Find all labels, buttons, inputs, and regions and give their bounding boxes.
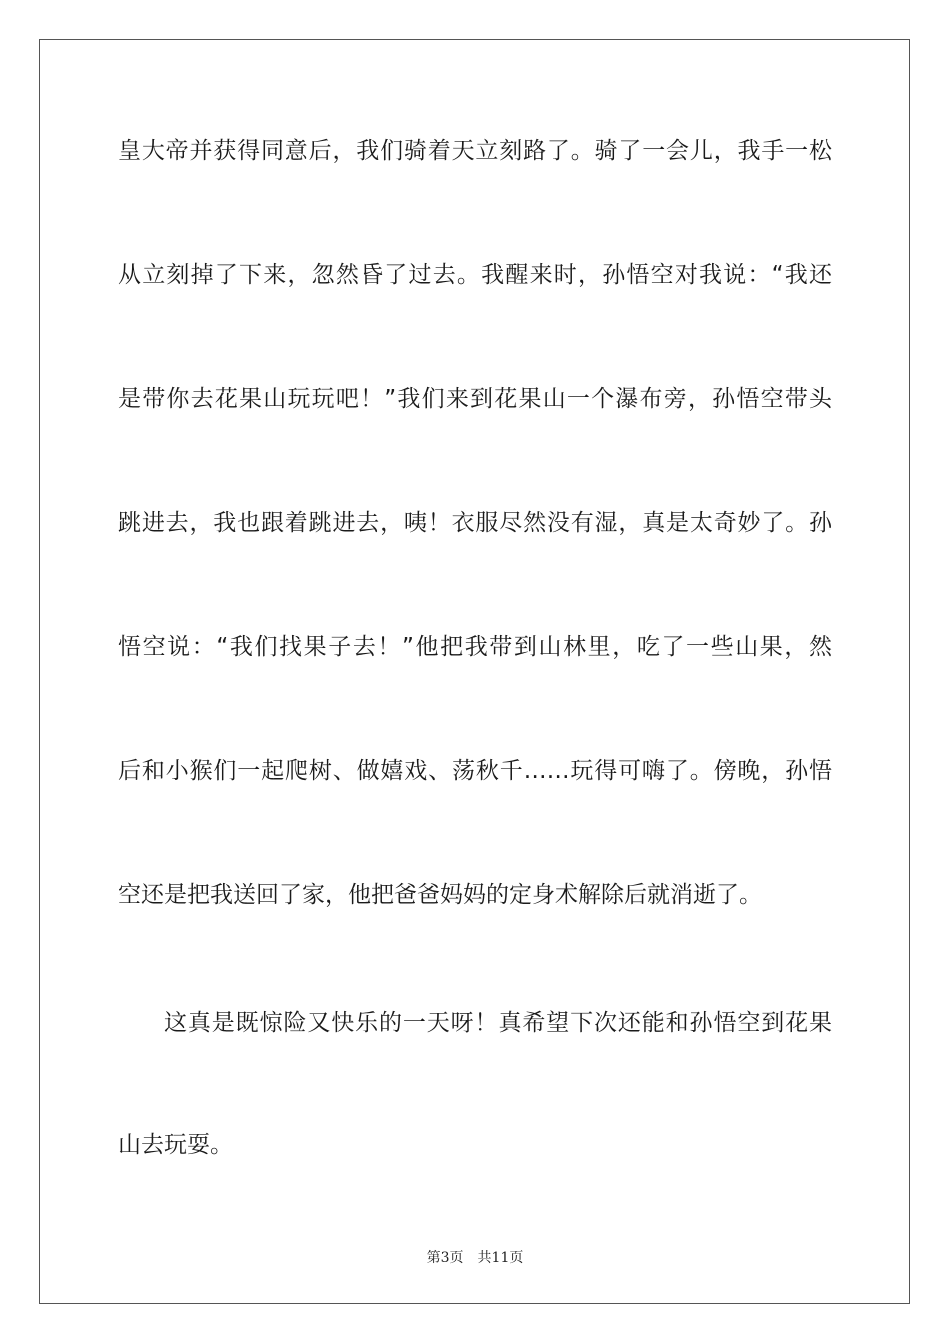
page-footer <box>0 1248 950 1268</box>
paragraph-line: 空还是把我送回了家，他把爸爸妈妈的定身术解除后就消逝了。 <box>118 882 762 908</box>
paragraph-line: 后和小猴们一起爬树、做嬉戏、荡秋千……玩得可嗨了。傍晚，孙悟 <box>118 758 832 784</box>
paragraph-line: 皇大帝并获得同意后，我们骑着天立刻路了。骑了一会儿，我手一松 <box>118 138 832 164</box>
paragraph-line: 这真是既惊险又快乐的一天呀！真希望下次还能和孙悟空到花果 <box>164 1010 832 1036</box>
page-border <box>39 39 910 1304</box>
paragraph-line: 跳进去，我也跟着跳进去，咦！衣服尽然没有湿，真是太奇妙了。孙 <box>118 510 832 536</box>
page-total: 共11页 <box>477 1250 524 1266</box>
paragraph-line: 山去玩耍。 <box>118 1132 233 1158</box>
paragraph-line: 悟空说：“我们找果子去！”他把我带到山林里，吃了一些山果，然 <box>118 634 832 660</box>
page-number: 第3页 <box>426 1250 464 1266</box>
paragraph-line: 是带你去花果山玩玩吧！”我们来到花果山一个瀑布旁，孙悟空带头 <box>118 386 832 412</box>
paragraph-line: 从立刻掉了下来，忽然昏了过去。我醒来时，孙悟空对我说：“我还 <box>118 262 832 288</box>
